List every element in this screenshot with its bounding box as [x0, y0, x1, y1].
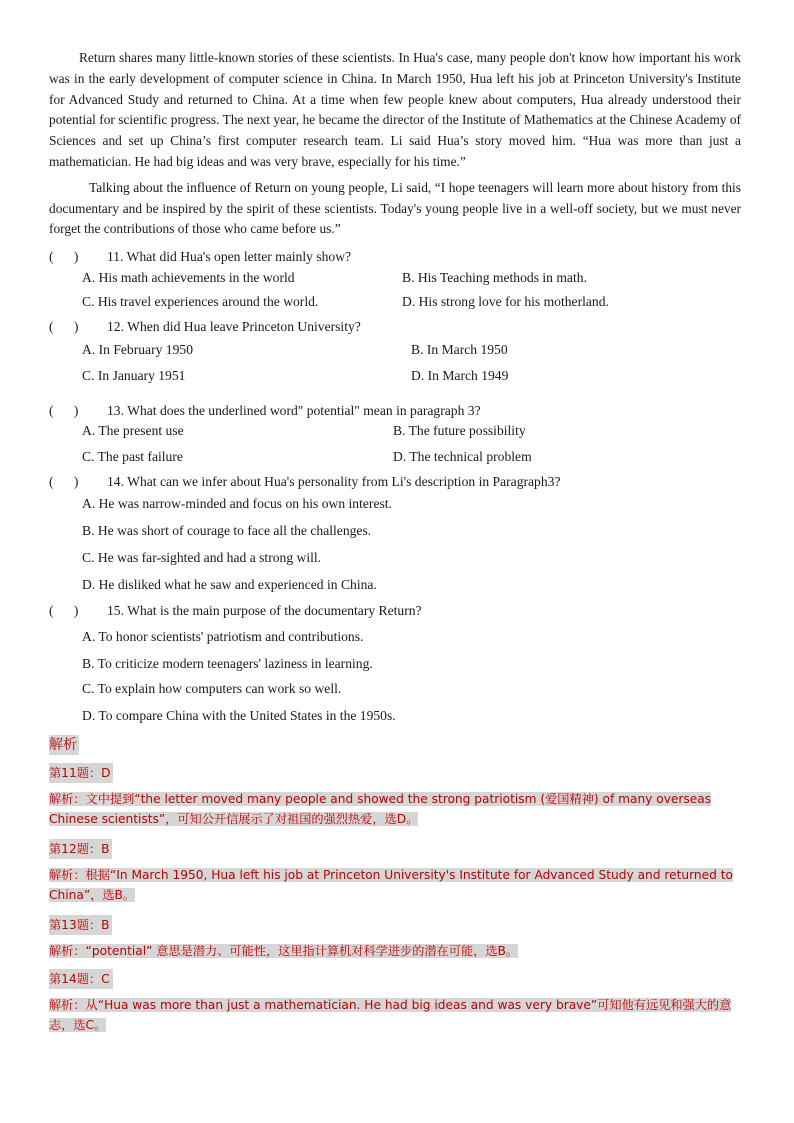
passage-paragraph-1: Return shares many little-known stories of these scientists. In Hua's case, many people don't know how important his work was in the early development of computer science in China. In March 1950, Hua left his job at Princeton University's Institute for Advanced Study and returned to China. At a time when few people knew about computers, Hua already understood their potential for scientific progress. The next year, he became the director of the Institute of Mathematics at the Chinese Academy of Sciences and set up China’s first computer research team. Li said Hua’s story moved him. “Hua was more than just a mathematician. He had big ideas and was very brave, especially for his time.” — [49, 50, 741, 169]
option-b: B. To criticize modern teenagers' laziness in learning. — [82, 656, 373, 672]
answer-blank[interactable]: ( ) — [49, 319, 79, 335]
question-stem: 14. What can we infer about Hua's personality from Li's description in Paragraph3? — [107, 474, 561, 490]
question-stem: 13. What does the underlined word" potential" mean in paragraph 3? — [107, 403, 481, 419]
worksheet-page — [49, 48, 741, 1043]
option-c: C. The past failure — [82, 449, 183, 465]
question-stem: 11. What did Hua's open letter mainly show? — [107, 249, 352, 265]
option-c: C. To explain how computers can work so well. — [82, 681, 342, 697]
option-d: D. The technical problem — [393, 449, 532, 465]
passage-paragraph-2: Talking about the influence of Return on young people, Li said, “I hope teenagers will learn more about history from this documentary and be inspired by the spirit of these scientists. Today's young people live in a well-off society, but we must never forget the contributions of those who came before us.” — [49, 179, 741, 237]
answer-label-12: 第12题：B — [49, 839, 112, 859]
option-a: A. His math achievements in the world — [82, 270, 295, 286]
option-a: A. He was narrow-minded and focus on his own interest. — [82, 496, 392, 512]
question-13 — [49, 402, 741, 470]
answer-label-11: 第11题：D — [49, 763, 113, 783]
answer-label-14: 第14题：C — [49, 969, 113, 989]
option-a: A. In February 1950 — [82, 342, 193, 358]
option-b: B. The future possibility — [393, 423, 526, 439]
option-a: A. The present use — [82, 423, 184, 439]
option-b: B. In March 1950 — [411, 342, 508, 358]
option-b: B. His Teaching methods in math. — [402, 270, 587, 286]
answer-blank[interactable]: ( ) — [49, 474, 79, 490]
question-stem: 12. When did Hua leave Princeton University? — [107, 319, 361, 335]
option-d: D. He disliked what he saw and experienced in China. — [82, 577, 377, 593]
answer-label-13: 第13题：B — [49, 915, 112, 935]
option-c: C. He was far-sighted and had a strong will. — [82, 550, 322, 566]
option-d: D. To compare China with the United States in the 1950s. — [82, 708, 396, 724]
option-d: D. In March 1949 — [411, 368, 509, 384]
option-c: C. His travel experiences around the world. — [82, 294, 319, 310]
answer-explanation-12: 解析：根据“In March 1950, Hua left his job at Princeton University's Institute for Advanced Study and returned to China”，选B。 — [49, 868, 733, 903]
option-d: D. His strong love for his motherland. — [402, 294, 609, 310]
answer-blank[interactable]: ( ) — [49, 249, 79, 265]
analysis-title: 解析 — [49, 737, 77, 754]
option-a: A. To honor scientists' patriotism and contributions. — [82, 629, 364, 645]
analysis-section — [49, 735, 741, 1043]
question-15 — [49, 602, 741, 732]
option-b: B. He was short of courage to face all the challenges. — [82, 523, 372, 539]
answer-blank[interactable]: ( ) — [49, 603, 79, 619]
answer-explanation-13: 解析：“potential” 意思是潜力、可能性，这里指计算机对科学进步的潜在可能，选B。 — [49, 944, 519, 959]
question-11 — [49, 248, 741, 317]
answer-blank[interactable]: ( ) — [49, 403, 79, 419]
option-c: C. In January 1951 — [82, 368, 186, 384]
question-12 — [49, 318, 741, 393]
answer-explanation-11: 解析：文中提到“the letter moved many people and showed the strong patriotism (爱国精神) of many overseas Chinese scientists”，可知公开信展示了对祖国的强烈热爱，选D。 — [49, 792, 712, 827]
answer-explanation-14: 解析：从“Hua was more than just a mathematician. He had big ideas and was very brave”可知他有远见和强大的意志，选C。 — [49, 998, 732, 1033]
question-stem: 15. What is the main purpose of the documentary Return? — [107, 603, 422, 619]
question-14 — [49, 473, 741, 603]
